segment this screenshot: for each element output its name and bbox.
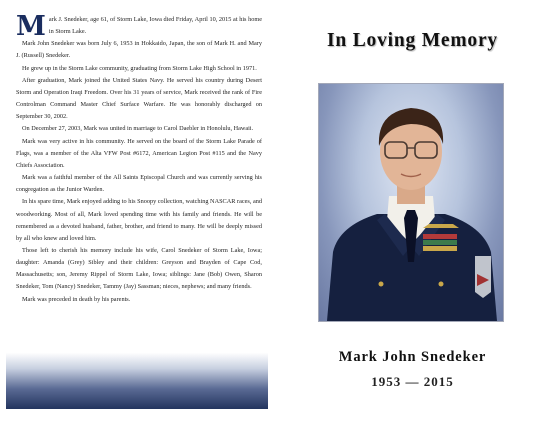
obituary-paragraph: Those left to cherish his memory include his wife, Carol Snedeker of Storm Lake, Iowa; daughter: Amanda (Grey) Sibley and their children: Greyson and Brayden of Cape Cod, Massachusetts; son, Jeremy Rippel of Storm Lake, Iowa; siblings: Jane (Bob) Owen, Sharon Snedeker, Tom (Nancy) Snedeker, Tammy (Jay) Sassman; nieces, nephews; and many friends. [16, 246, 262, 291]
obituary-paragraph: He grew up in the Storm Lake community, graduating from Storm Lake High School in 1971. [22, 64, 257, 72]
drop-cap: M [16, 11, 46, 42]
obituary-paragraph: In his spare time, Mark enjoyed adding to his Snoopy collection, watching NASCAR races, and woodworking. Most of all, Mark loved spending time with his family and friends. He will be remembered as a devoted husband, father, brother, and friend to many. He will be deeply missed by all who knew and loved him. [16, 198, 262, 242]
obituary-paragraph: After graduation, Mark joined the United States Navy. He served his country during Desert Storm and Operation Iraqi Freedom. Over his 31 years of service, Mark received the rank of Fire Controlman Command Master Chief Surface Warfare. He was honorably discharged on September 30, 2002. [16, 76, 262, 121]
obituary-paragraph: Mark was a faithful member of the All Saints Episcopal Church and was currently serving his congregation as the Junior Warden. [16, 174, 262, 194]
portrait-illustration [319, 84, 503, 321]
obituary-paragraph [16, 11, 262, 42]
memorial-title: In Loving Memory [327, 30, 498, 51]
obituary-text [16, 11, 262, 306]
obituary-paragraph: Mark was preceded in death by his parents. [22, 295, 131, 303]
memorial-name: Mark John Snedeker [338, 349, 487, 365]
portrait-photo [318, 83, 504, 322]
obituary-panel [6, 6, 268, 409]
obituary-paragraph: Mark was very active in his community. He served on the board of the Storm Lake Parade of Flags, was a member of the Alta VFW Post #6172, American Legion Post #115 and the Navy Chiefs Association. [16, 137, 262, 169]
obituary-paragraph: Mark John Snedeker was born July 6, 1953 in Hokkaido, Japan, the son of Mark H. and Mary J. (Russell) Snedeker. [16, 40, 262, 60]
obituary-paragraph-text: ark J. Snedeker, age 61, of Storm Lake, Iowa died Friday, April 10, 2015 at his home in Storm Lake. [48, 16, 262, 36]
obituary-paragraph: On December 27, 2003, Mark was united in marriage to Carol Daebler in Honolulu, Hawaii. [22, 125, 254, 133]
memorial-dates: 1953 — 2015 [371, 374, 454, 389]
